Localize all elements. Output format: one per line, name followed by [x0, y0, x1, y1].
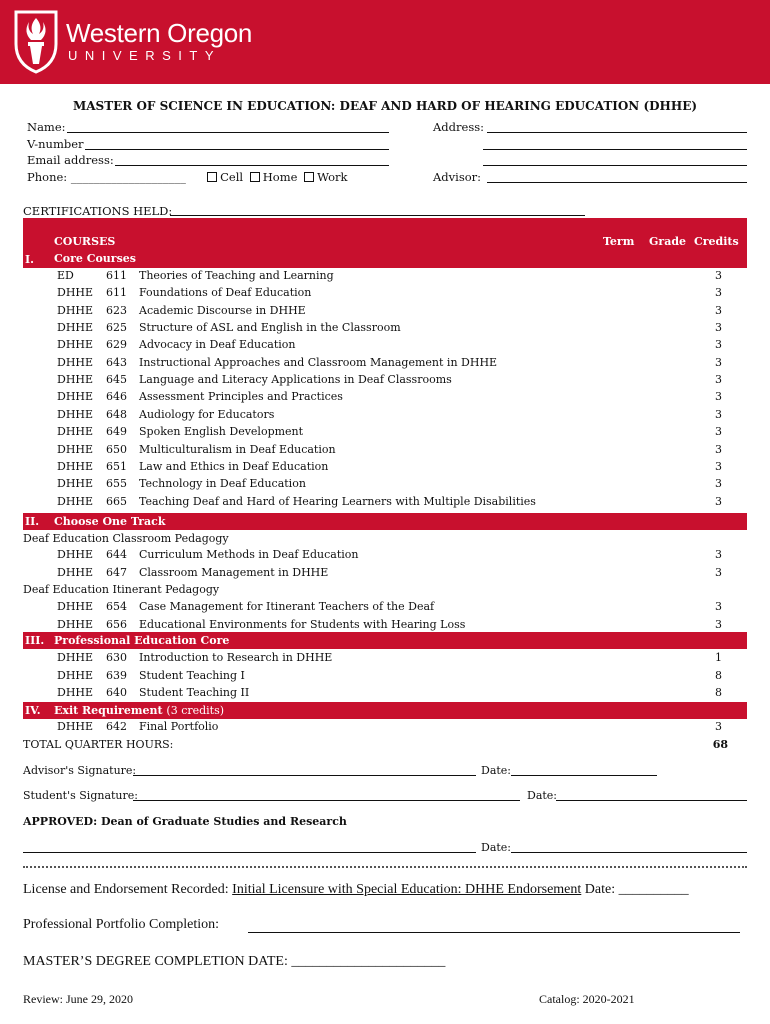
- course-number: 640: [106, 686, 127, 699]
- name-field[interactable]: [67, 132, 389, 133]
- course-title: Advocacy in Deaf Education: [139, 338, 296, 352]
- course-title: Student Teaching I: [139, 668, 245, 682]
- table-row: [23, 373, 747, 390]
- course-credits: 3: [715, 477, 722, 491]
- dean-date-label: Date:: [481, 841, 512, 854]
- table-row: [23, 566, 747, 583]
- table-row: [23, 338, 747, 355]
- cell-label: Cell: [220, 170, 244, 184]
- course-credits: 3: [715, 548, 722, 561]
- advisor-date-label: Date:: [481, 764, 512, 777]
- course-number: 645: [106, 373, 127, 387]
- course-dept: ED: [57, 269, 74, 282]
- student-date-field[interactable]: [556, 800, 747, 801]
- credits-label: Credits: [694, 235, 739, 248]
- course-title: Foundations of Deaf Education: [139, 286, 312, 300]
- university-name: Western Oregon: [66, 18, 253, 48]
- course-title: Introduction to Research in DHHE: [139, 651, 333, 664]
- approved-label: APPROVED: Dean of Graduate Studies and Research: [23, 815, 347, 828]
- course-number: 644: [106, 548, 127, 561]
- course-credits: 3: [715, 494, 722, 508]
- table-row: [23, 720, 747, 737]
- completion-label: MASTER’S DEGREE COMPLETION DATE:: [23, 954, 288, 969]
- course-credits: 3: [715, 338, 722, 352]
- classroom-track-label: Deaf Education Classroom Pedagogy: [23, 532, 229, 545]
- home-checkbox[interactable]: [250, 172, 260, 182]
- course-dept: DHHE: [57, 459, 94, 473]
- section-label-core: Core Courses: [54, 252, 136, 265]
- course-dept: DHHE: [57, 338, 94, 352]
- dean-date-field[interactable]: [511, 852, 747, 853]
- table-row: [23, 651, 747, 668]
- course-title: Curriculum Methods in Deaf Education: [139, 548, 359, 561]
- course-title: Case Management for Itinerant Teachers of the Deaf: [139, 600, 435, 613]
- phone-row: [27, 170, 348, 184]
- table-row: [23, 477, 747, 494]
- dean-signature-field[interactable]: [23, 852, 476, 853]
- portfolio-field[interactable]: [248, 932, 740, 933]
- student-signature-label: Student's Signature:: [23, 789, 138, 802]
- phone-label: Phone:: [27, 170, 68, 184]
- course-title: Academic Discourse in DHHE: [139, 303, 306, 317]
- email-label: Email address:: [27, 153, 114, 167]
- course-title: Spoken English Development: [139, 425, 304, 439]
- course-number: 639: [106, 668, 127, 682]
- advisor-field[interactable]: [487, 182, 747, 183]
- course-number: 611: [106, 286, 127, 300]
- course-credits: 3: [715, 321, 722, 335]
- divider: [23, 866, 747, 871]
- page-title: MASTER OF SCIENCE IN EDUCATION: DEAF AND HARD OF HEARING EDUCATION (DHHE): [72, 99, 698, 113]
- course-title: Classroom Management in DHHE: [139, 565, 329, 579]
- section-numeral-track: II.: [25, 515, 40, 528]
- course-credits: 3: [715, 286, 722, 300]
- email-field[interactable]: [115, 165, 389, 166]
- course-number: 650: [106, 442, 127, 456]
- phone-field[interactable]: ____________________: [70, 170, 186, 184]
- course-number: 656: [106, 617, 127, 631]
- advisor-date-field[interactable]: [511, 775, 657, 776]
- course-dept: DHHE: [57, 600, 94, 613]
- course-number: 649: [106, 425, 127, 439]
- course-dept: DHHE: [57, 390, 94, 404]
- course-dept: DHHE: [57, 373, 94, 387]
- course-credits: 3: [715, 617, 722, 631]
- completion-field[interactable]: ______________________: [291, 954, 446, 969]
- course-dept: DHHE: [57, 303, 94, 317]
- completion-row: [23, 954, 445, 970]
- course-credits: 3: [715, 720, 722, 733]
- total-value: 68: [712, 738, 728, 751]
- course-title: Structure of ASL and English in the Classroom: [139, 321, 401, 335]
- course-title: Multiculturalism in Deaf Education: [139, 442, 336, 456]
- course-number: 643: [106, 355, 127, 369]
- course-title: Student Teaching II: [139, 686, 250, 699]
- course-number: 647: [106, 565, 127, 579]
- courses-header: [23, 218, 747, 268]
- section-label-prof: Professional Education Core: [54, 634, 230, 647]
- section-label-exit: Exit Requirement: [54, 704, 163, 717]
- course-credits: 3: [715, 303, 722, 317]
- course-title: Technology in Deaf Education: [139, 477, 306, 491]
- course-dept: DHHE: [57, 407, 94, 421]
- course-title: Language and Literacy Applications in Deaf Classrooms: [139, 373, 452, 387]
- section-note-exit: (3 credits): [166, 704, 225, 717]
- courses-label: COURSES: [54, 235, 116, 248]
- header-banner: [0, 0, 770, 84]
- course-title: Audiology for Educators: [139, 407, 275, 421]
- course-dept: DHHE: [57, 321, 94, 335]
- course-number: 648: [106, 407, 127, 421]
- course-credits: 3: [715, 459, 722, 473]
- table-row: [23, 495, 747, 512]
- table-row: [23, 460, 747, 477]
- course-credits: 1: [715, 651, 722, 664]
- catalog-year: Catalog: 2020-2021: [539, 992, 635, 1006]
- course-credits: 3: [715, 565, 722, 579]
- course-credits: 3: [715, 390, 722, 404]
- course-number: 630: [106, 651, 127, 664]
- course-number: 623: [106, 303, 127, 317]
- table-row: [23, 269, 747, 286]
- table-row: [23, 686, 747, 703]
- course-dept: DHHE: [57, 477, 94, 491]
- course-credits: 3: [715, 355, 722, 369]
- address-field-2[interactable]: [483, 149, 747, 150]
- advisor-label: Advisor:: [433, 170, 482, 184]
- course-dept: DHHE: [57, 286, 94, 300]
- course-credits: 3: [715, 600, 722, 613]
- course-title: Teaching Deaf and Hard of Hearing Learners with Multiple Disabilities: [139, 494, 536, 508]
- course-dept: DHHE: [57, 355, 94, 369]
- vnumber-label: V-number: [27, 137, 84, 151]
- course-credits: 3: [715, 407, 722, 421]
- table-row: [23, 286, 747, 303]
- section-label-track: Choose One Track: [54, 515, 166, 528]
- table-row: [23, 408, 747, 425]
- course-number: 651: [106, 459, 127, 473]
- table-row: [23, 669, 747, 686]
- review-date: Review: June 29, 2020: [23, 992, 133, 1006]
- course-dept: DHHE: [57, 425, 94, 439]
- license-row: [23, 882, 689, 898]
- course-number: 665: [106, 494, 127, 508]
- course-number: 625: [106, 321, 127, 335]
- course-dept: DHHE: [57, 720, 94, 733]
- section-header-exit: [23, 702, 747, 719]
- torch-shield-icon: [13, 8, 59, 74]
- section-header-track: [23, 513, 747, 530]
- table-row: [23, 356, 747, 373]
- course-title: Law and Ethics in Deaf Education: [139, 459, 329, 473]
- table-row: [23, 443, 747, 460]
- table-row: [23, 304, 747, 321]
- course-number: 629: [106, 338, 127, 352]
- vnumber-field[interactable]: [85, 149, 389, 150]
- certifications-label: CERTIFICATIONS HELD:: [23, 204, 173, 218]
- course-dept: DHHE: [57, 565, 94, 579]
- student-signature-field[interactable]: [133, 800, 520, 801]
- table-row: [23, 600, 747, 617]
- name-label: Name:: [27, 120, 66, 134]
- home-label: Home: [262, 170, 298, 184]
- address-label: Address:: [433, 120, 485, 134]
- section-numeral-prof: III.: [25, 634, 45, 647]
- license-label: License and Endorsement Recorded:: [23, 882, 233, 897]
- course-dept: DHHE: [57, 651, 94, 664]
- section-numeral-core: I.: [25, 253, 34, 266]
- address-field-1[interactable]: [487, 132, 747, 133]
- advisor-signature-label: Advisor's Signature:: [23, 764, 137, 777]
- course-number: 611: [106, 269, 127, 282]
- section-numeral-exit: IV.: [25, 704, 41, 717]
- term-label: Term: [603, 235, 635, 248]
- student-date-label: Date:: [527, 789, 558, 802]
- address-field-3[interactable]: [483, 165, 747, 166]
- course-title: Final Portfolio: [139, 720, 219, 733]
- course-title: Educational Environments for Students with Hearing Loss: [139, 617, 466, 631]
- course-title: Instructional Approaches and Classroom Management in DHHE: [139, 355, 498, 369]
- course-dept: DHHE: [57, 668, 94, 682]
- course-number: 655: [106, 477, 127, 491]
- course-title: Theories of Teaching and Learning: [139, 269, 334, 282]
- table-row: [23, 390, 747, 407]
- table-row: [23, 321, 747, 338]
- cell-checkbox[interactable]: [207, 172, 217, 182]
- grade-label: Grade: [649, 235, 687, 248]
- course-credits: 3: [715, 373, 722, 387]
- course-number: 646: [106, 390, 127, 404]
- course-dept: DHHE: [57, 548, 94, 561]
- total-label: TOTAL QUARTER HOURS:: [23, 738, 174, 751]
- course-credits: 8: [715, 668, 722, 682]
- license-detail: Initial Licensure with Special Education: DHHE Endorsement: [232, 882, 582, 897]
- course-number: 642: [106, 720, 127, 733]
- university-sub: UNIVERSITY: [68, 48, 222, 63]
- portfolio-label: Professional Portfolio Completion:: [23, 917, 219, 932]
- table-row: [23, 425, 747, 442]
- itinerant-track-label: Deaf Education Itinerant Pedagogy: [23, 583, 220, 596]
- work-checkbox[interactable]: [304, 172, 314, 182]
- work-label: Work: [317, 170, 348, 184]
- course-dept: DHHE: [57, 494, 94, 508]
- course-dept: DHHE: [57, 686, 94, 699]
- advisor-signature-field[interactable]: [133, 775, 476, 776]
- course-credits: 3: [715, 269, 722, 282]
- course-dept: DHHE: [57, 442, 94, 456]
- license-date[interactable]: Date: __________: [584, 882, 689, 897]
- course-title: Assessment Principles and Practices: [139, 390, 343, 404]
- course-credits: 3: [715, 425, 722, 439]
- table-row: [23, 548, 747, 565]
- course-credits: 8: [715, 686, 722, 699]
- section-header-prof: [23, 632, 747, 649]
- certifications-field[interactable]: [170, 215, 585, 216]
- course-number: 654: [106, 600, 127, 613]
- course-credits: 3: [715, 442, 722, 456]
- course-dept: DHHE: [57, 617, 94, 631]
